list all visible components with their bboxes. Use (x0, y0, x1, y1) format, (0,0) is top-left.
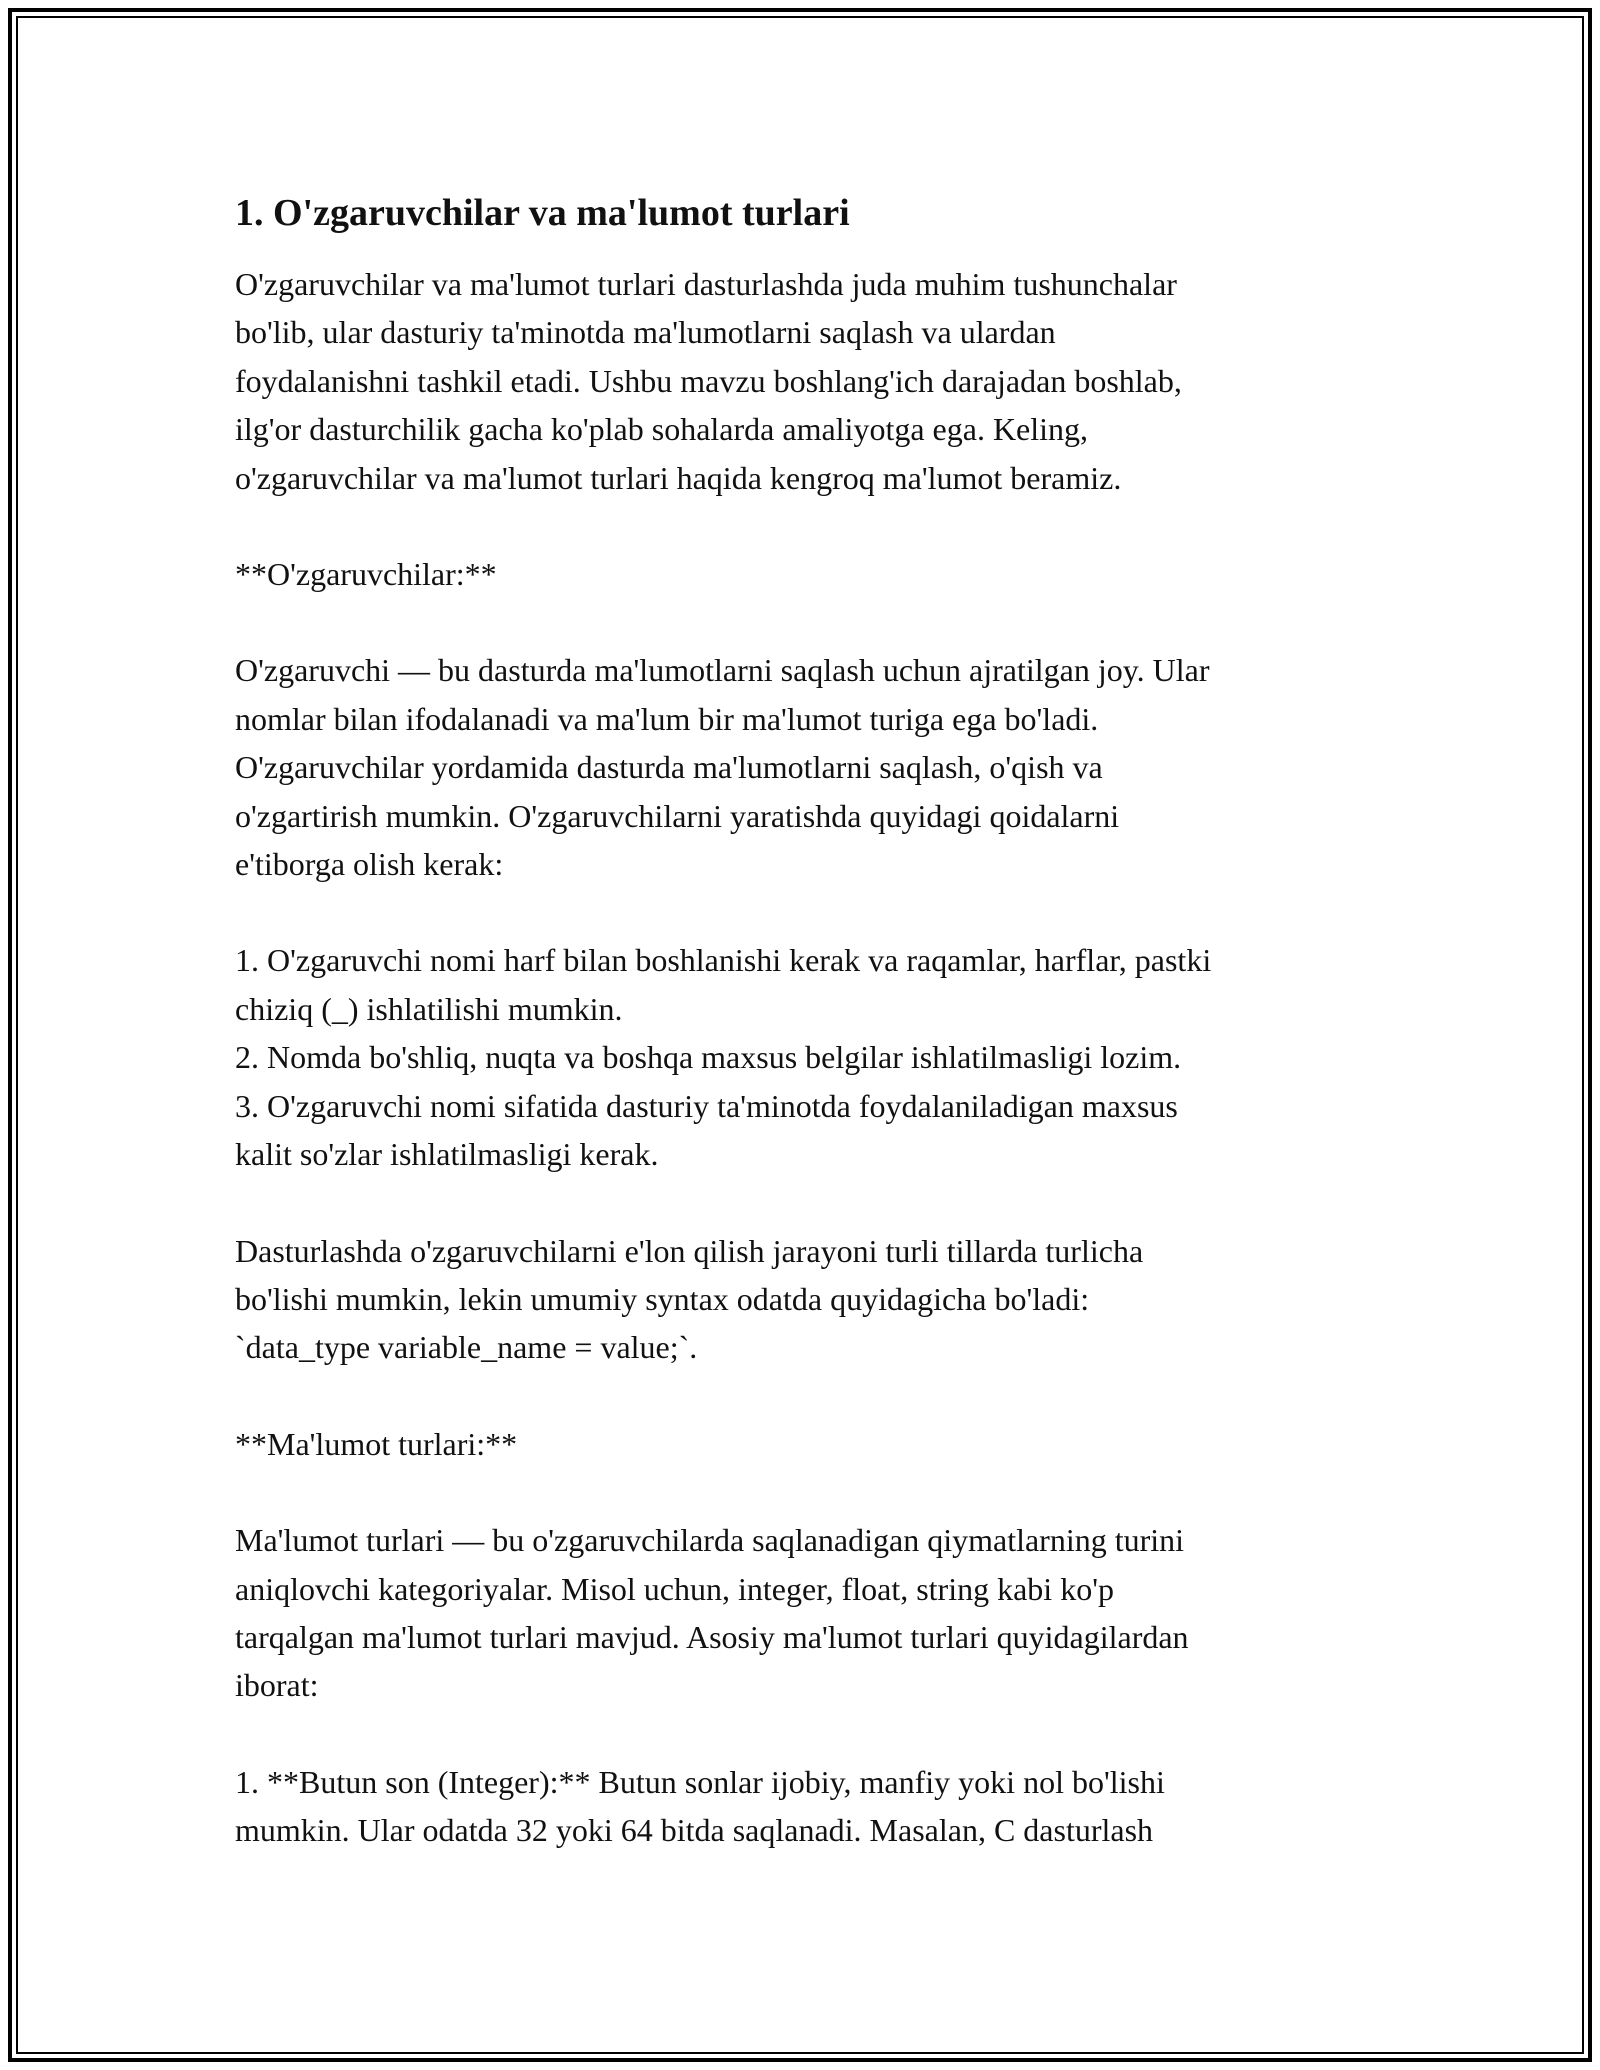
paragraph-integer-type: 1. **Butun son (Integer):** Butun sonlar ijobiy, manfiy yoki nol bo'lishi mumkin. Ular odatda 32 yoki 64 bitda saqlanadi. Masalan, C dasturlash (235, 1763, 1165, 1849)
paragraph-declaration-syntax: Dasturlashda o'zgaruvchilarni e'lon qilish jarayoni turli tillarda turlicha bo'lishi mumkin, lekin umumiy syntax odatda quyidagicha bo'ladi: `data_type variable_name = value;`. (235, 1232, 1144, 1366)
section-heading: 1. O'zgaruvchilar va ma'lumot turlari (235, 192, 850, 234)
paragraph-naming-rules: 1. O'zgaruvchi nomi harf bilan boshlanishi kerak va raqamlar, harflar, pastki chiziq (_) ishlatilishi mumkin. 2. Nomda bo'shliq, nuqta va boshqa maxsus belgilar ishlatilmasligi lozim. 3. O'zgaruvchi nomi sifatida dasturiy ta'minotda foydalaniladigan maxsus kalit so'zlar ishlatilmasligi kerak. (235, 942, 1212, 1173)
paragraph-data-types-definition: Ma'lumot turlari — bu o'zgaruvchilarda saqlanadigan qiymatlarning turini aniqlovchi kategoriyalar. Misol uchun, integer, float, string kabi ko'p tarqalgan ma'lumot turlari mavjud. Asosiy ma'lumot turlari quyidagilardan iborat: (235, 1522, 1189, 1704)
paragraph-intro: O'zgaruvchilar va ma'lumot turlari dasturlashda juda muhim tushunchalar bo'lib, ular dasturiy ta'minotda ma'lumotlarni saqlash va ulardan foydalanishni tashkil etadi. Ushbu mavzu boshlang'ich darajadan boshlab, ilg'or dasturchilik gacha ko'plab sohalarda amaliyotga ega. Keling, o'zgaruvchilar va ma'lumot turlari haqida kengroq ma'lumot beramiz. (235, 266, 1182, 496)
paragraph-variable-definition: O'zgaruvchi — bu dasturda ma'lumotlarni saqlash uchun ajratilgan joy. Ular nomlar bilan ifodalanadi va ma'lum bir ma'lumot turiga ega bo'ladi. O'zgaruvchilar yordamida dasturda ma'lumotlarni saqlash, o'qish va o'zgartirish mumkin. O'zgaruvchilarni yaratishda quyidagi qoidalarni e'tiborga olish kerak: (235, 652, 1210, 883)
paragraph-variables-heading: **O'zgaruvchilar:** (235, 556, 497, 593)
document-body (235, 188, 1395, 1855)
paragraph-data-types-heading: **Ma'lumot turlari:** (235, 1425, 518, 1462)
